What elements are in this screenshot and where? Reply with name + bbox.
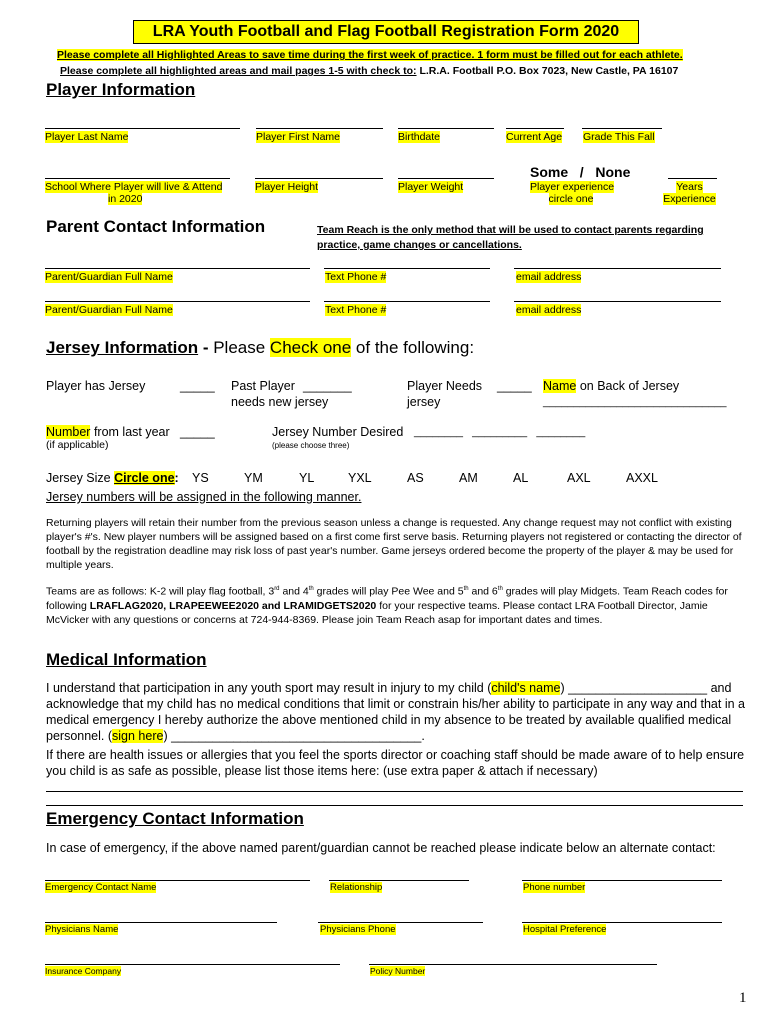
parent-name-1-label: Parent/Guardian Full Name — [45, 271, 173, 283]
relationship-label: Relationship — [330, 882, 383, 893]
grade-line[interactable] — [582, 128, 662, 129]
emergency-name-line[interactable] — [45, 880, 310, 881]
team-reach-note: Team Reach is the only method that will be used to contact parents regarding practice, game changes or cancellations. — [317, 224, 704, 251]
size-option-axxl[interactable]: AXXL — [626, 471, 658, 485]
physician-phone-label: Physicians Phone — [320, 924, 396, 935]
past-player-label-2: needs new jersey — [231, 395, 329, 409]
physician-phone-line[interactable] — [318, 922, 483, 923]
size-option-axl[interactable]: AXL — [567, 471, 591, 485]
emergency-phone-line[interactable] — [522, 880, 722, 881]
if-applicable-note: (if applicable) — [46, 439, 109, 451]
medical-consent-paragraph: I understand that participation in any youth sport may result in injury to my child (child's name) ____________________ and acknowledge that my child has no medical conditions that limit or constrain his/her ability to participate in any way and that in a medical emergency I hereby authorize the above mentioned child in my absence to be treated by available qualified medical personnel. (sign here) ____________________________________. — [46, 681, 745, 743]
past-player-checkbox[interactable]: _______ — [303, 379, 352, 393]
player-needs-label: Player Needs — [407, 379, 483, 393]
has-jersey-checkbox[interactable]: _____ — [180, 379, 215, 393]
school-line[interactable] — [45, 178, 230, 179]
current-age-label: Current Age — [506, 131, 563, 143]
number-desired-fields[interactable]: ________ _________ ________ — [414, 426, 586, 438]
birthdate-label: Birthdate — [398, 131, 441, 143]
player-needs-label-2: jersey — [407, 395, 441, 409]
name-on-back-field[interactable]: ______________________________ — [543, 396, 727, 408]
player-last-name-label: Player Last Name — [45, 131, 129, 143]
player-first-name-label: Player First Name — [256, 131, 341, 143]
hospital-line[interactable] — [522, 922, 722, 923]
instructions-line-1: Please complete all Highlighted Areas to save time during the first week of practice. 1 form must be filled out for each athlete. — [57, 49, 683, 61]
physician-name-line[interactable] — [45, 922, 277, 923]
has-jersey-label: Player has Jersey — [46, 379, 146, 393]
jersey-info-heading: Jersey Information - Please Check one of the following: — [46, 338, 475, 357]
hospital-label: Hospital Preference — [523, 924, 607, 935]
years-experience-label: Years Experience — [663, 181, 716, 205]
page-number: 1 — [739, 990, 747, 1006]
health-issues-line-2[interactable] — [46, 805, 743, 806]
birthdate-line[interactable] — [398, 128, 494, 129]
emergency-phone-label: Phone number — [523, 882, 586, 893]
player-info-heading: Player Information — [46, 80, 196, 99]
player-weight-label: Player Weight — [398, 181, 464, 193]
size-option-as[interactable]: AS — [407, 471, 424, 485]
teams-paragraph: Teams are as follows: K-2 will play flag football, 3rd and 4th grades will play Pee Wee and 5th and 6th grades will play Midgets. Team Reach codes for following LRAFLAG2020, LRAPEEWEE2020 and LRAMIDGETS2020 for your respective teams. Please contact LRA Football Director, Jamie McVicker with any questions or concerns at 724-944-8369. Please join Team Reach asap for important dates and times. — [46, 585, 728, 626]
size-option-ys[interactable]: YS — [192, 471, 209, 485]
form-title — [133, 20, 639, 44]
current-age-line[interactable] — [506, 128, 564, 129]
number-last-year-field[interactable]: _____ — [180, 425, 215, 439]
player-weight-line[interactable] — [398, 178, 494, 179]
player-height-label: Player Height — [255, 181, 319, 193]
choose-three-note: (please choose three) — [272, 441, 350, 450]
health-issues-line-1[interactable] — [46, 791, 743, 792]
school-label: School Where Player will live & Attend in 2020 — [45, 181, 223, 205]
parent-phone-1-line[interactable] — [324, 268, 490, 269]
name-on-back-label: Name on Back of Jersey — [543, 379, 680, 393]
parent-contact-heading: Parent Contact Information — [46, 217, 266, 236]
grade-label: Grade This Fall — [583, 131, 655, 143]
experience-choice[interactable]: Some / None — [530, 164, 631, 180]
emergency-contact-heading: Emergency Contact Information — [46, 809, 304, 828]
parent-phone-1-label: Text Phone # — [325, 271, 387, 283]
emergency-intro: In case of emergency, if the above named parent/guardian cannot be reached please indicate below an alternate contact: — [46, 841, 716, 855]
number-desired-label: Jersey Number Desired — [272, 425, 404, 439]
past-player-label: Past Player — [231, 379, 295, 393]
size-option-yl[interactable]: YL — [299, 471, 315, 485]
size-option-al[interactable]: AL — [513, 471, 529, 485]
insurance-line[interactable] — [45, 964, 340, 965]
number-last-year-label: Number from last year — [46, 425, 170, 439]
numbers-assigned-note: Jersey numbers will be assigned in the following manner. — [46, 490, 362, 504]
player-height-line[interactable] — [255, 178, 383, 179]
years-experience-line[interactable] — [668, 178, 717, 179]
insurance-label: Insurance Company — [45, 966, 122, 976]
health-issues-paragraph: If there are health issues or allergies that you feel the sports director or coaching staff should be made aware of to help ensure you child is as safe as possible, please list those items here: (use extra paper & attach if necessary) — [46, 748, 745, 778]
player-last-name-line[interactable] — [45, 128, 240, 129]
policy-label: Policy Number — [370, 966, 426, 976]
parent-email-2-line[interactable] — [514, 301, 721, 302]
player-first-name-line[interactable] — [256, 128, 383, 129]
form-title-text: LRA Youth Football and Flag Football Registration Form 2020 — [152, 23, 620, 40]
parent-email-1-label: email address — [516, 271, 582, 283]
jersey-size-label: Jersey Size Circle one: — [46, 471, 179, 485]
player-needs-checkbox[interactable]: _____ — [497, 379, 532, 393]
medical-info-heading: Medical Information — [46, 650, 207, 669]
relationship-line[interactable] — [329, 880, 469, 881]
jersey-policy-paragraph: Returning players will retain their number from the previous season unless a change is requested. Any change request may not conflict with existing player's #'s. New player numbers will be assigned based on a first come first serve basis. Returning players not registered or contacting the director of football by the registration deadline may risk loss of past year's number. Game jerseys ordered become the property of the player & may be used for multiple years. — [46, 517, 742, 571]
policy-line[interactable] — [369, 964, 657, 965]
emergency-name-label: Emergency Contact Name — [45, 882, 157, 893]
instructions-line-2: Please complete all highlighted areas and mail pages 1-5 with check to: L.R.A. Football P.O. Box 7023, New Castle, PA 16107 — [60, 65, 679, 77]
size-option-ym[interactable]: YM — [244, 471, 263, 485]
parent-name-1-line[interactable] — [45, 268, 310, 269]
parent-email-2-label: email address — [516, 304, 582, 316]
size-option-am[interactable]: AM — [459, 471, 478, 485]
physician-name-label: Physicians Name — [45, 924, 119, 935]
parent-name-2-line[interactable] — [45, 301, 310, 302]
experience-label: Player experience circle one — [530, 181, 615, 205]
size-option-yxl[interactable]: YXL — [348, 471, 372, 485]
parent-phone-2-line[interactable] — [324, 301, 490, 302]
parent-email-1-line[interactable] — [514, 268, 721, 269]
parent-name-2-label: Parent/Guardian Full Name — [45, 304, 173, 316]
parent-phone-2-label: Text Phone # — [325, 304, 387, 316]
